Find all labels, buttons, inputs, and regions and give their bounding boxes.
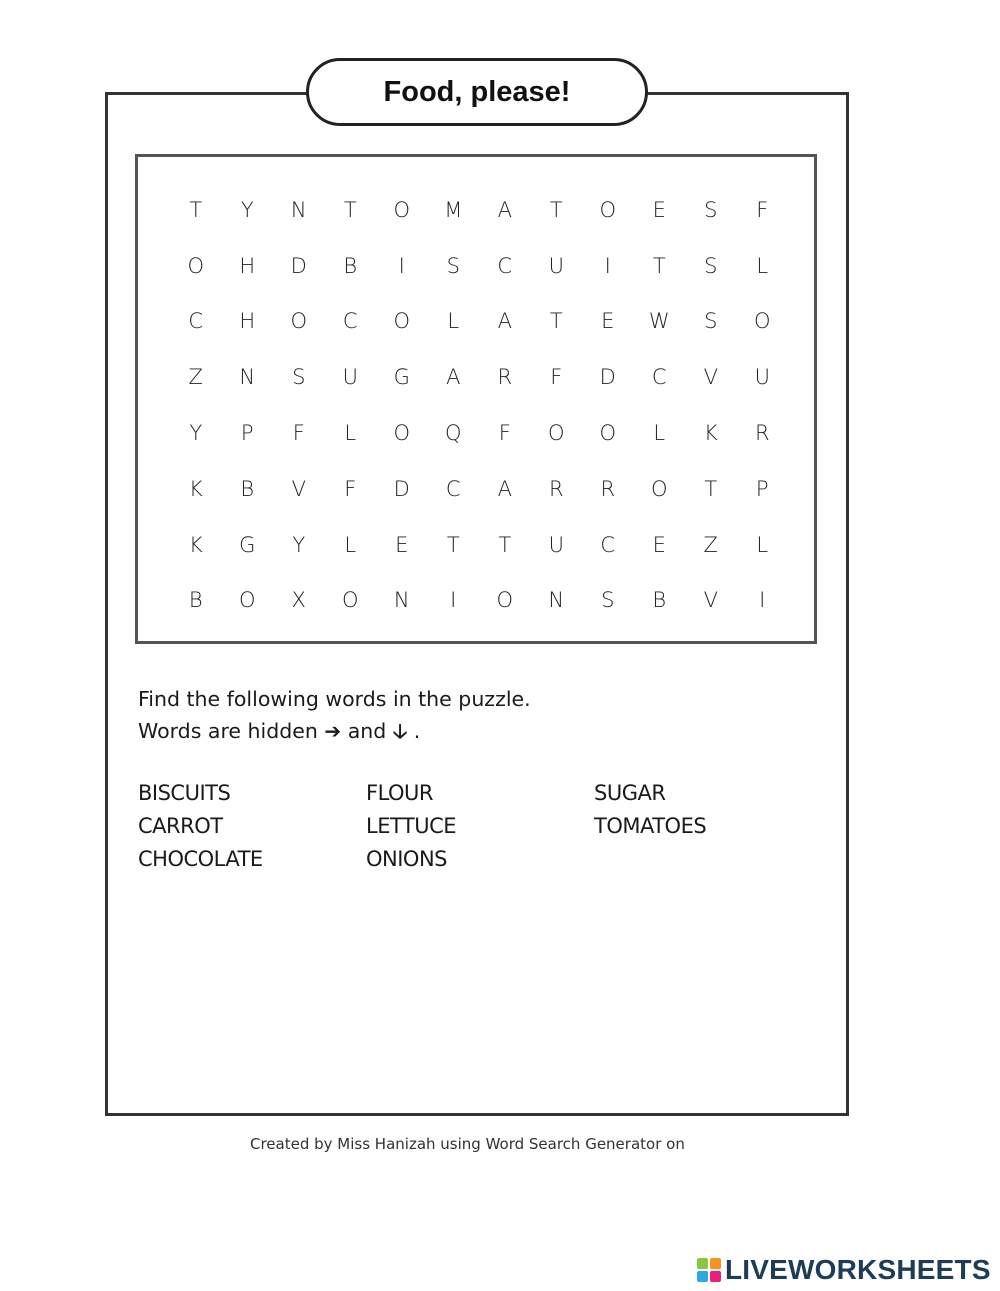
credit-line: Created by Miss Hanizah using Word Search Generator on	[250, 1135, 685, 1153]
grid-letter: N	[290, 197, 307, 222]
brand-name: LIVEWORKSHEETS	[725, 1254, 991, 1285]
grid-letter: C	[188, 309, 204, 334]
grid-letter: O	[599, 421, 617, 446]
right-arrow-icon: ➔	[324, 719, 342, 743]
grid-letter: B	[240, 476, 255, 501]
grid-letter: C	[342, 309, 358, 334]
grid-letter: O	[393, 197, 411, 222]
grid-letter: L	[756, 253, 769, 278]
grid-letter: F	[292, 421, 305, 446]
down-arrow-icon: 🡣	[392, 719, 408, 743]
grid-letter: A	[497, 476, 512, 501]
grid-letter: F	[344, 476, 357, 501]
instructions	[138, 683, 531, 747]
grid-letter: H	[239, 309, 256, 334]
word-list-item: SUGAR	[594, 781, 666, 805]
grid-letter: O	[393, 309, 411, 334]
grid-letter: E	[601, 309, 615, 334]
grid-letter: R	[600, 476, 616, 501]
grid-letter: K	[188, 476, 203, 501]
grid-letter: L	[653, 421, 666, 446]
grid-letter: B	[188, 588, 203, 613]
grid-letter: P	[755, 476, 769, 501]
grid-letter: O	[341, 588, 359, 613]
grid-letter: B	[343, 253, 358, 278]
word-list-item: CHOCOLATE	[138, 847, 263, 871]
grid-letter: U	[342, 365, 358, 390]
grid-letter: O	[187, 253, 205, 278]
grid-letter: O	[650, 476, 668, 501]
grid-letter: Y	[292, 532, 306, 557]
grid-letter: U	[754, 365, 770, 390]
grid-letter: W	[648, 309, 670, 334]
grid-letter: N	[548, 588, 565, 613]
grid-letter: A	[446, 365, 461, 390]
grid-letter: L	[447, 309, 460, 334]
grid-letter: T	[189, 197, 203, 222]
grid-letter: T	[704, 476, 718, 501]
grid-letter: V	[291, 476, 306, 501]
grid-letter: I	[398, 253, 405, 278]
grid-letter: Y	[189, 421, 203, 446]
grid-letter: A	[497, 197, 512, 222]
grid-letter: R	[497, 365, 513, 390]
grid-letter: E	[395, 532, 409, 557]
grid-letter: C	[497, 253, 513, 278]
grid-letter: T	[498, 532, 512, 557]
grid-letter: S	[446, 253, 460, 278]
grid-letter: T	[343, 197, 357, 222]
grid-letter: T	[549, 309, 563, 334]
grid-letter: Z	[703, 532, 718, 557]
grid-letter: O	[393, 421, 411, 446]
grid-letter: O	[547, 421, 565, 446]
grid-letter: E	[652, 197, 666, 222]
grid-letter: U	[548, 253, 564, 278]
instruction-line-1: Find the following words in the puzzle.	[138, 687, 531, 711]
grid-letter: D	[393, 476, 410, 501]
grid-letter: O	[496, 588, 514, 613]
logo-square	[697, 1258, 708, 1269]
grid-letter: T	[549, 197, 563, 222]
grid-letter: P	[240, 421, 254, 446]
grid-letter: G	[393, 365, 410, 390]
grid-letter: I	[604, 253, 611, 278]
grid-letter: C	[651, 365, 667, 390]
instruction-and: and	[347, 719, 387, 743]
grid-letter: K	[188, 532, 203, 557]
grid-letter: M	[444, 197, 463, 222]
logo-square	[710, 1271, 721, 1282]
grid-letter: I	[450, 588, 457, 613]
grid-letter: L	[344, 421, 357, 446]
grid-letter: O	[753, 309, 771, 334]
grid-letter: N	[393, 588, 410, 613]
word-list-item: CARROT	[138, 814, 223, 838]
grid-letter: V	[703, 365, 718, 390]
grid-letter: K	[703, 421, 718, 446]
liveworksheets-logo-icon	[697, 1258, 721, 1282]
grid-letter: O	[238, 588, 256, 613]
grid-letter: C	[445, 476, 461, 501]
instruction-line-2	[138, 715, 531, 747]
grid-letter: Q	[444, 421, 462, 446]
grid-letter: S	[601, 588, 615, 613]
grid-letter: O	[290, 309, 308, 334]
word-list-item: FLOUR	[366, 781, 434, 805]
grid-letter: S	[704, 197, 718, 222]
grid-letter: E	[652, 532, 666, 557]
grid-letter: S	[292, 365, 306, 390]
grid-letter: Y	[240, 197, 254, 222]
grid-letter: S	[704, 309, 718, 334]
grid-letter: B	[652, 588, 667, 613]
grid-letter: L	[344, 532, 357, 557]
worksheet-title-text: Food, please!	[383, 75, 571, 108]
grid-letter: R	[548, 476, 564, 501]
worksheet-title	[306, 58, 648, 126]
word-list	[138, 781, 794, 880]
grid-letter: Z	[188, 365, 203, 390]
grid-letter: U	[548, 532, 564, 557]
letter-grid	[170, 182, 790, 628]
grid-letter: S	[704, 253, 718, 278]
word-list-item: LETTUCE	[366, 814, 457, 838]
instruction-prefix: Words are hidden	[138, 719, 318, 743]
grid-letter: D	[599, 365, 616, 390]
grid-letter: A	[497, 309, 512, 334]
word-list-item: TOMATOES	[594, 814, 707, 838]
grid-letter: N	[239, 365, 256, 390]
grid-letter: T	[446, 532, 460, 557]
grid-letter: F	[550, 365, 563, 390]
logo-square	[697, 1271, 708, 1282]
grid-letter: C	[600, 532, 616, 557]
grid-letter: L	[756, 532, 769, 557]
grid-letter: X	[291, 588, 306, 613]
logo-square	[710, 1258, 721, 1269]
liveworksheets-brand[interactable]	[697, 1254, 991, 1286]
grid-letter: V	[703, 588, 718, 613]
grid-letter: F	[498, 421, 511, 446]
word-list-item: ONIONS	[366, 847, 447, 871]
grid-letter: R	[754, 421, 770, 446]
instruction-suffix: .	[413, 719, 421, 743]
grid-letter: D	[290, 253, 307, 278]
word-list-item: BISCUITS	[138, 781, 231, 805]
grid-letter: O	[599, 197, 617, 222]
grid-letter: G	[239, 532, 256, 557]
grid-letter: T	[652, 253, 666, 278]
grid-letter: I	[759, 588, 766, 613]
grid-letter: H	[239, 253, 256, 278]
grid-letter: F	[756, 197, 769, 222]
